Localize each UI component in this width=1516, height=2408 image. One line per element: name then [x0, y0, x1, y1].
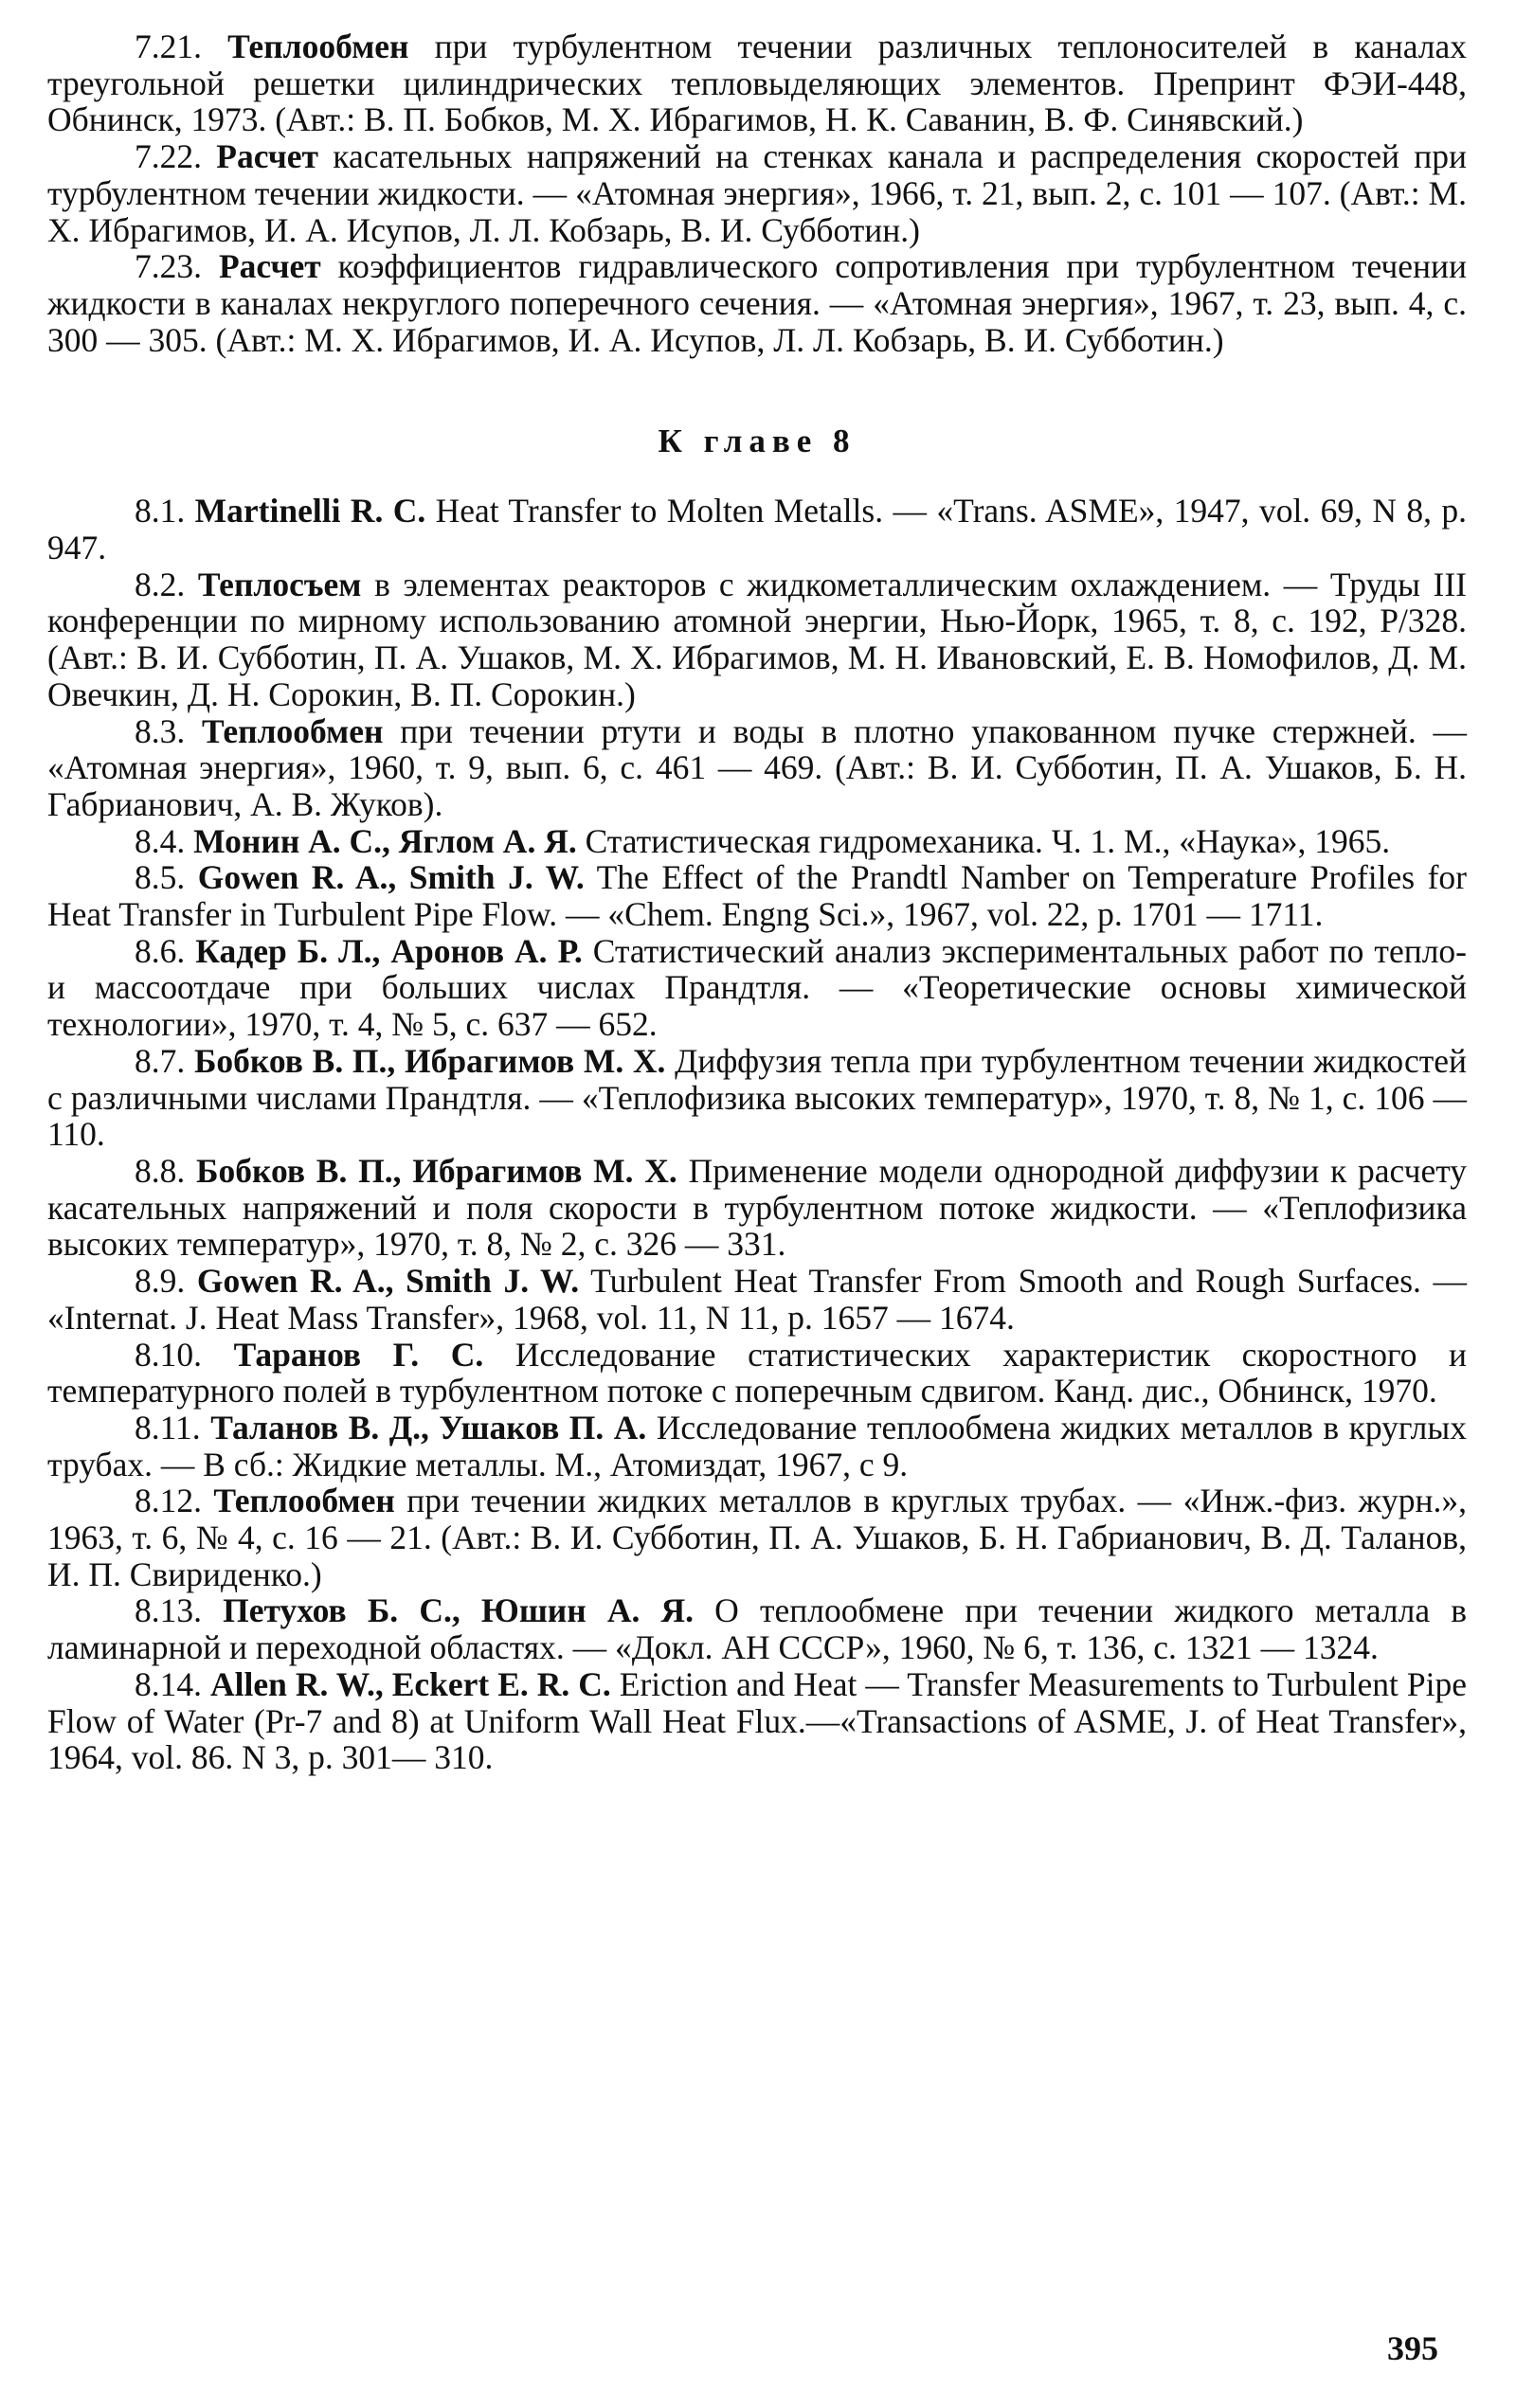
reference-text: The Effect of the Prandtl Namber on Temperature Profiles for Heat Transfer in Turbulent Pipe Flow. — «Chem. Engng Sci.», 1967, vol. 22, p. 1701 — 1711.: [47, 858, 1467, 934]
reference-number: 7.23.: [135, 247, 202, 286]
reference-entry: [47, 933, 1467, 1043]
reference-text: коэффициентов гидравлического сопротивления при турбулентном течении жидкости в каналах некруглого поперечного сечения. — «Атомная энергия», 1967, т. 23, вып. 4, с. 300 — 305. (Авт.: М. Х. Ибрагимов, И. А. Исупов, Л. Л. Кобзарь, В. И. Субботин.): [47, 247, 1468, 359]
reference-number: 8.8.: [135, 1151, 186, 1190]
reference-entry: [47, 1666, 1467, 1776]
reference-text: при течении ртути и воды в плотно упакованном пучке стержней. — «Атомная энергия», 1960, т. 9, вып. 6, с. 461 — 469. (Авт.: В. И. Субботин, П. А. Ушаков, Б. Н. Габрианович, А. В. Жуков).: [47, 711, 1468, 823]
reference-number: 8.6.: [135, 931, 186, 970]
reference-lead: Бобков В. П., Ибрагимов М. Х.: [193, 1041, 666, 1080]
reference-number: 8.12.: [135, 1482, 202, 1520]
reference-lead: Таранов Г. С.: [233, 1335, 484, 1374]
reference-entry: [47, 1483, 1467, 1592]
reference-text: Диффузия тепла при турбулентном течении жидкостей с различными числами Прандтля. — «Теплофизика высоких температур», 1970, т. 8, № 1, с. 106 — 110.: [47, 1041, 1467, 1154]
reference-lead: Теплосъем: [197, 565, 362, 603]
reference-number: 8.3.: [135, 711, 186, 750]
reference-entry: [47, 1410, 1467, 1483]
reference-number: 8.4.: [135, 821, 186, 860]
reference-text: Статистический анализ экспериментальных работ по тепло- и массоотдаче при больших числах Прандтля. — «Теоретические основы химической технологии», 1970, т. 4, № 5, с. 637 — 652.: [47, 931, 1467, 1044]
reference-text: Heat Transfer to Molten Metalls. — «Trans. ASME», 1947, vol. 69, N 8, p. 947.: [47, 492, 1468, 567]
page-number: 395: [1387, 2329, 1438, 2367]
reference-number: 8.5.: [135, 858, 186, 897]
reference-text: в элементах реакторов с жидкометаллическим охлаждением. — Труды III конференции по мирному использованию атомной энергии, Нью-Йорк, 1965, т. 8, с. 192, Р/328. (Авт.: В. И. Субботин, П. А. Ушаков, М. Х. Ибрагимов, М. Н. Ивановский, Е. В. Номофилов, Д. М. Овечкин, Д. Н. Сорокин, В. П. Сорокин.): [47, 565, 1467, 713]
reference-text: Статистическая гидромеханика. Ч. 1. М., «Наука», 1965.: [576, 821, 1391, 860]
reference-entry: [47, 28, 1467, 138]
reference-lead: Gowen R. A., Smith J. W.: [196, 1262, 580, 1301]
reference-lead: Теплообмен: [213, 1482, 395, 1520]
reference-lead: Расчет: [218, 247, 321, 286]
reference-lead: Монин А. С., Яглом А. Я.: [193, 821, 577, 860]
reference-entry: [47, 566, 1467, 713]
references-chapter-8: [47, 493, 1467, 1776]
reference-lead: Allen R. W., Eckert E. R. C.: [210, 1664, 611, 1703]
reference-text: Исследование теплообмена жидких металлов в круглых трубах. — В сб.: Жидкие металлы. М., Атомиздат, 1967, с 9.: [47, 1408, 1467, 1483]
reference-text: при течении жидких металлов в круглых трубах. — «Инж.-физ. журн.», 1963, т. 6, № 4, с. 16 — 21. (Авт.: В. И. Субботин, П. А. Ушаков, Б. Н. Габрианович, В. Д. Таланов, И. П. Свириденко.): [47, 1482, 1468, 1593]
reference-number: 8.10.: [135, 1335, 202, 1374]
reference-number: 8.2.: [135, 565, 186, 603]
reference-number: 8.11.: [135, 1408, 201, 1447]
reference-entry: [47, 713, 1467, 823]
reference-lead: Бобков В. П., Ибрагимов М. Х.: [196, 1151, 677, 1190]
reference-text: при турбулентном течении различных теплоносителей в каналах треугольной решетки цилиндрических тепловыделяющих элементов. Препринт ФЭИ-448, Обнинск, 1973. (Авт.: В. П. Бобков, М. Х. Ибрагимов, Н. К. Саванин, В. Ф. Синявский.): [47, 27, 1468, 139]
reference-text: касательных напряжений на стенках канала и распределения скоростей при турбулентном течении жидкости. — «Атомная энергия», 1966, т. 21, вып. 2, с. 101 — 107. (Авт.: М. Х. Ибрагимов, И. А. Исупов, Л. Л. Кобзарь, В. И. Субботин.): [47, 137, 1468, 249]
reference-entry: [47, 1153, 1467, 1263]
page: [47, 28, 1467, 2368]
reference-lead: Таланов В. Д., Ушаков П. А.: [210, 1408, 647, 1447]
reference-text: Turbulent Heat Transfer From Smooth and Rough Surfaces. — «Internat. J. Heat Mass Transfer», 1968, vol. 11, N 11, p. 1657 — 1674.: [47, 1262, 1467, 1337]
reference-entry: [47, 823, 1467, 860]
reference-number: 8.7.: [135, 1041, 186, 1080]
reference-entry: [47, 493, 1467, 566]
reference-text: Eriction and Heat — Transfer Measurements to Turbulent Pipe Flow of Water (Pr-7 and 8) at Uniform Wall Heat Flux.—«Transactions of ASME, J. of Heat Transfer», 1964, vol. 86. N 3, p. 301— 310.: [47, 1664, 1467, 1777]
reference-entry: [47, 1263, 1467, 1336]
reference-number: 7.21.: [135, 27, 202, 65]
reference-lead: Расчет: [216, 137, 318, 176]
reference-text: О теплообмене при течении жидкого металла в ламинарной и переходной областях. — «Докл. АН СССР», 1960, № 6, т. 136, с. 1321 — 1324.: [47, 1591, 1468, 1667]
reference-lead: Петухов Б. С., Юшин А. Я.: [223, 1591, 695, 1630]
reference-lead: Теплообмен: [202, 711, 384, 750]
reference-entry: [47, 1592, 1467, 1665]
reference-number: 8.9.: [135, 1262, 186, 1301]
reference-lead: Gowen R. A., Smith J. W.: [197, 858, 585, 897]
reference-entry: [47, 248, 1467, 358]
reference-text: Исследование статистических характеристик скоростного и температурного полей в турбулентном потоке с поперечным сдвигом. Канд. дис., Обнинск, 1970.: [47, 1335, 1468, 1411]
section-heading: К главе 8: [658, 422, 857, 460]
reference-number: 8.13.: [135, 1591, 202, 1630]
reference-entry: [47, 138, 1467, 248]
reference-number: 8.1.: [135, 492, 186, 530]
reference-entry: [47, 859, 1467, 932]
reference-entry: [47, 1043, 1467, 1153]
references-chapter-7: [47, 28, 1467, 358]
reference-text: Применение модели однородной диффузии к расчету касательных напряжений и поля скорости в турбулентном потоке жидкости. — «Теплофизика высоких температур», 1970, т. 8, № 2, с. 326 — 331.: [47, 1151, 1467, 1264]
reference-number: 7.22.: [135, 137, 202, 176]
reference-lead: Martinelli R. C.: [194, 492, 426, 530]
reference-number: 8.14.: [135, 1664, 202, 1703]
reference-lead: Теплообмен: [227, 27, 409, 65]
reference-entry: [47, 1337, 1467, 1410]
reference-lead: Кадер Б. Л., Аронов А. Р.: [195, 931, 583, 970]
